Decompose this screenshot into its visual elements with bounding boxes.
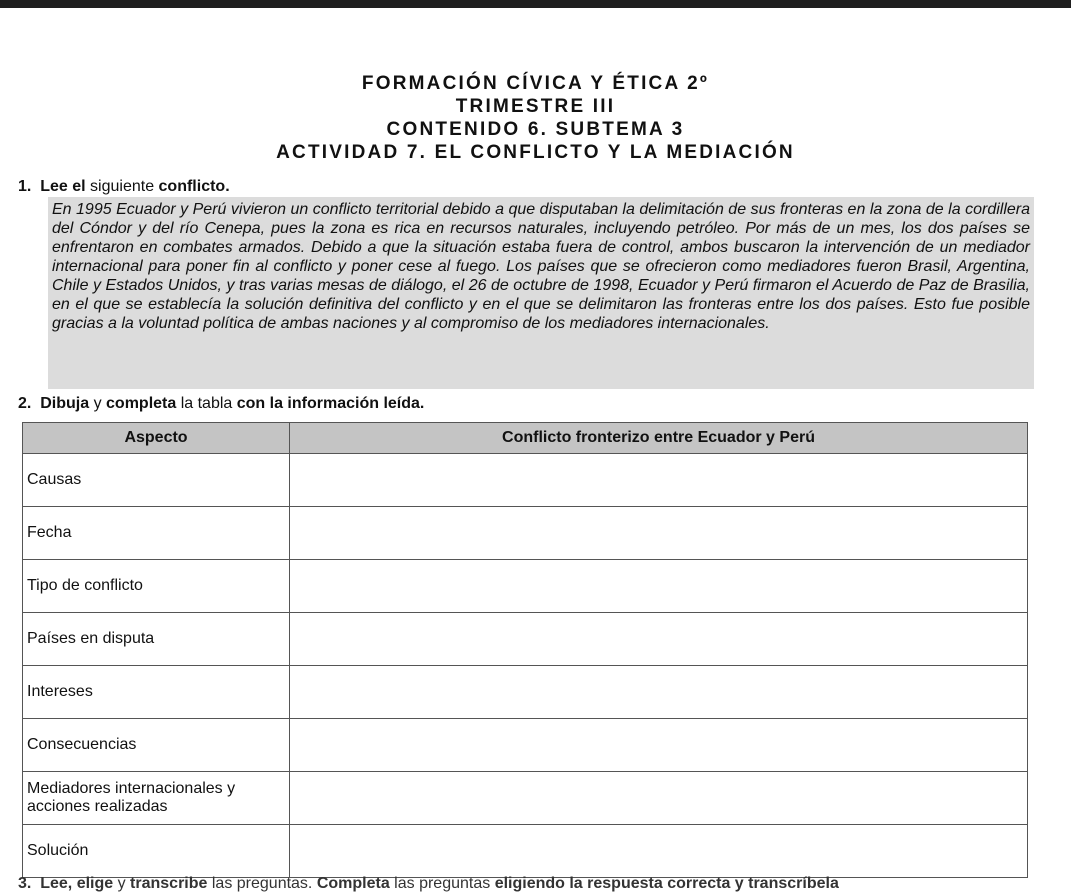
row-label: Mediadores internacionales y acciones realizadas [23,772,290,825]
table-row [23,454,1028,507]
table-row [23,825,1028,878]
instruction-1-text-a: siguiente [85,178,159,195]
table-row [23,613,1028,666]
instruction-1-bold-a: Lee el [40,178,86,195]
instruction-1 [18,178,230,196]
row-label: Intereses [23,666,290,719]
answer-cell[interactable] [290,454,1028,507]
instruction-2-bold-c: con la información leída. [236,395,425,412]
instruction-2-text-a: y [89,395,107,412]
table-row [23,507,1028,560]
row-label: Solución [23,825,290,878]
conflict-table [22,422,1028,878]
answer-cell[interactable] [290,613,1028,666]
instruction-2 [18,395,424,413]
instruction-3-number: 3. [18,875,32,892]
answer-cell[interactable] [290,507,1028,560]
table-header-row [23,423,1028,454]
top-bar [0,0,1071,8]
row-label: Tipo de conflicto [23,560,290,613]
answer-cell[interactable] [290,825,1028,878]
instruction-2-text-b: la tabla [176,395,237,412]
table-row [23,772,1028,825]
table-row [23,719,1028,772]
title-trimester: TRIMESTRE III [455,96,616,117]
answer-cell[interactable] [290,666,1028,719]
instruction-3-bold-a: Lee, elige [40,875,114,892]
row-label: Fecha [23,507,290,560]
instruction-3-text-c: las preguntas [389,875,495,892]
table-row [23,560,1028,613]
conflict-passage: En 1995 Ecuador y Perú vivieron un conflicto territorial debido a que disputaban la delimitación de sus fronteras en la zona de la cordillera del Cóndor y del río Cenepa, pues la zona es rica en recursos naturales, incluyendo petróleo. Por más de un mes, los dos países se enfrentaron en combates armados. Debido a que la situación estaba fuera de control, ambos buscaron la intervención de un mediador internacional para poner fin al conflicto y poner cese al fuego. Los países que se ofrecieron como mediadores fueron Brasil, Argentina, Chile y Estados Unidos, y tras varias mesas de diálogo, el 26 de octubre de 1998, Ecuador y Perú firmaron el Acuerdo de Paz de Brasilia, en el que se establecía la solución definitiva del conflicto y en el que se delimitaron las fronteras entre los dos países. Esto fue posible gracias a la voluntad política de ambas naciones y al compromiso de los mediadores internacionales. [48,197,1034,389]
instruction-2-bold-b: completa [106,395,177,412]
instruction-3-bold-b: transcribe [130,875,208,892]
row-label: Países en disputa [23,613,290,666]
answer-cell[interactable] [290,772,1028,825]
title-content: CONTENIDO 6. SUBTEMA 3 [386,119,685,140]
instruction-2-number: 2. [18,395,32,412]
title-subject: FORMACIÓN CÍVICA Y ÉTICA 2º [361,73,710,94]
answer-cell[interactable] [290,719,1028,772]
answer-cell[interactable] [290,560,1028,613]
title-activity: ACTIVIDAD 7. EL CONFLICTO Y LA MEDIACIÓN [276,142,795,163]
instruction-3 [18,875,839,893]
instruction-2-bold-a: Dibuja [40,395,90,412]
header-aspecto: Aspecto [23,423,290,454]
header-conflicto: Conflicto fronterizo entre Ecuador y Perú [290,423,1028,454]
row-label: Consecuencias [23,719,290,772]
instruction-1-number: 1. [18,178,32,195]
row-label: Causas [23,454,290,507]
instruction-3-text-b: las preguntas. [207,875,317,892]
instruction-3-text-a: y [113,875,131,892]
table-row [23,666,1028,719]
instruction-3-bold-d: eligiendo la respuesta correcta y transcríbela [494,875,839,892]
instruction-3-bold-c: Completa [316,875,390,892]
instruction-1-bold-b: conflicto. [158,178,230,195]
page-title [0,72,1071,164]
